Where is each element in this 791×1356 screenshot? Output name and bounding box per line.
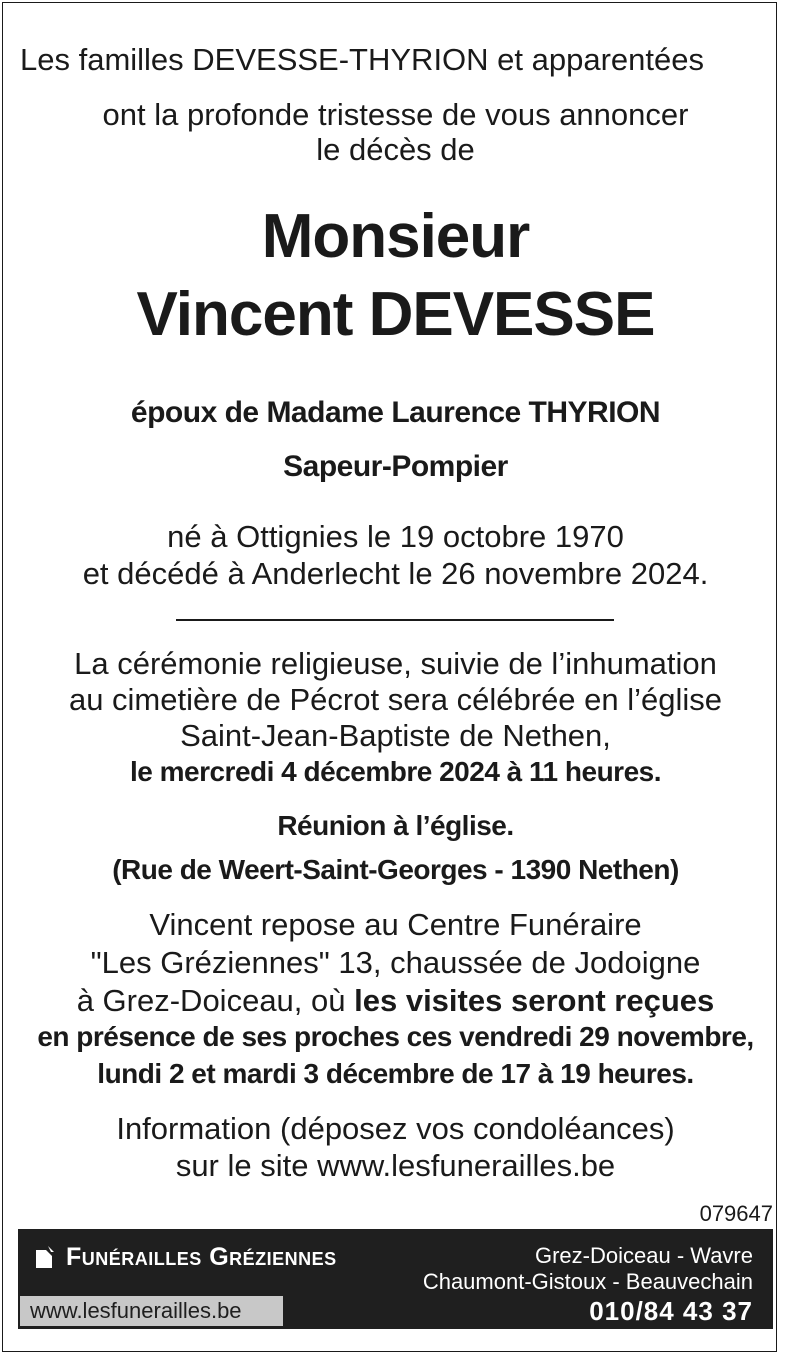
footer-cities-1: Grez-Doiceau - Wavre <box>534 1243 753 1268</box>
birth-line: né à Ottignies le 19 octobre 1970 <box>167 519 624 554</box>
rest-line-4: en présence de ses proches ces vendredi 29 novembre, <box>37 1021 754 1052</box>
funeral-home-brand <box>34 1243 337 1272</box>
funeral-home-name: Funérailles Gréziennes <box>66 1243 337 1271</box>
footer-phone: 010/84 43 37 <box>589 1296 753 1326</box>
deceased-name: Vincent DEVESSE <box>136 280 655 349</box>
separator-rule <box>176 619 614 621</box>
ceremony-date: le mercredi 4 décembre 2024 à 11 heures. <box>129 756 662 787</box>
rest-line-5: lundi 2 et mardi 3 décembre de 17 à 19 heures. <box>97 1058 694 1089</box>
ceremony-line-1: La cérémonie religieuse, suivie de l’inhumation <box>74 646 717 681</box>
footer-website-link[interactable]: www.lesfunerailles.be <box>20 1296 283 1326</box>
reference-number: 079647 <box>699 1201 773 1226</box>
funeral-home-footer <box>18 1229 773 1329</box>
rest-line-3-bold: les visites seront reçues <box>354 983 715 1018</box>
funeral-home-logo-icon <box>34 1246 54 1270</box>
intro-deces: le décès de <box>316 132 475 167</box>
meeting-line: Réunion à l’église. <box>277 810 514 841</box>
deceased-title: Monsieur <box>261 202 530 271</box>
profession-line: Sapeur-Pompier <box>283 450 508 483</box>
footer-cities-2: Chaumont-Gistoux - Beauvechain <box>422 1269 753 1294</box>
ceremony-line-2: au cimetière de Pécrot sera célébrée en l’église <box>68 682 723 717</box>
info-line-2: sur le site www.lesfunerailles.be <box>175 1148 616 1183</box>
rest-line-3 <box>0 985 791 1016</box>
info-line-1: Information (déposez vos condoléances) <box>116 1111 675 1146</box>
rest-line-2: "Les Gréziennes" 13, chaussée de Jodoigne <box>90 945 701 980</box>
intro-families: Les familles DEVESSE-THYRION et apparentées <box>20 42 704 77</box>
rest-line-1: Vincent repose au Centre Funéraire <box>149 907 642 942</box>
intro-announcement: ont la profonde tristesse de vous annoncer <box>102 97 689 132</box>
spouse-line: époux de Madame Laurence THYRION <box>130 396 661 429</box>
ceremony-line-3: Saint-Jean-Baptiste de Nethen, <box>180 718 611 753</box>
address-line: (Rue de Weert-Saint-Georges - 1390 Nethen) <box>112 854 679 885</box>
rest-line-3-regular: à Grez-Doiceau, où <box>76 983 355 1018</box>
death-line: et décédé à Anderlecht le 26 novembre 2024. <box>82 556 709 591</box>
